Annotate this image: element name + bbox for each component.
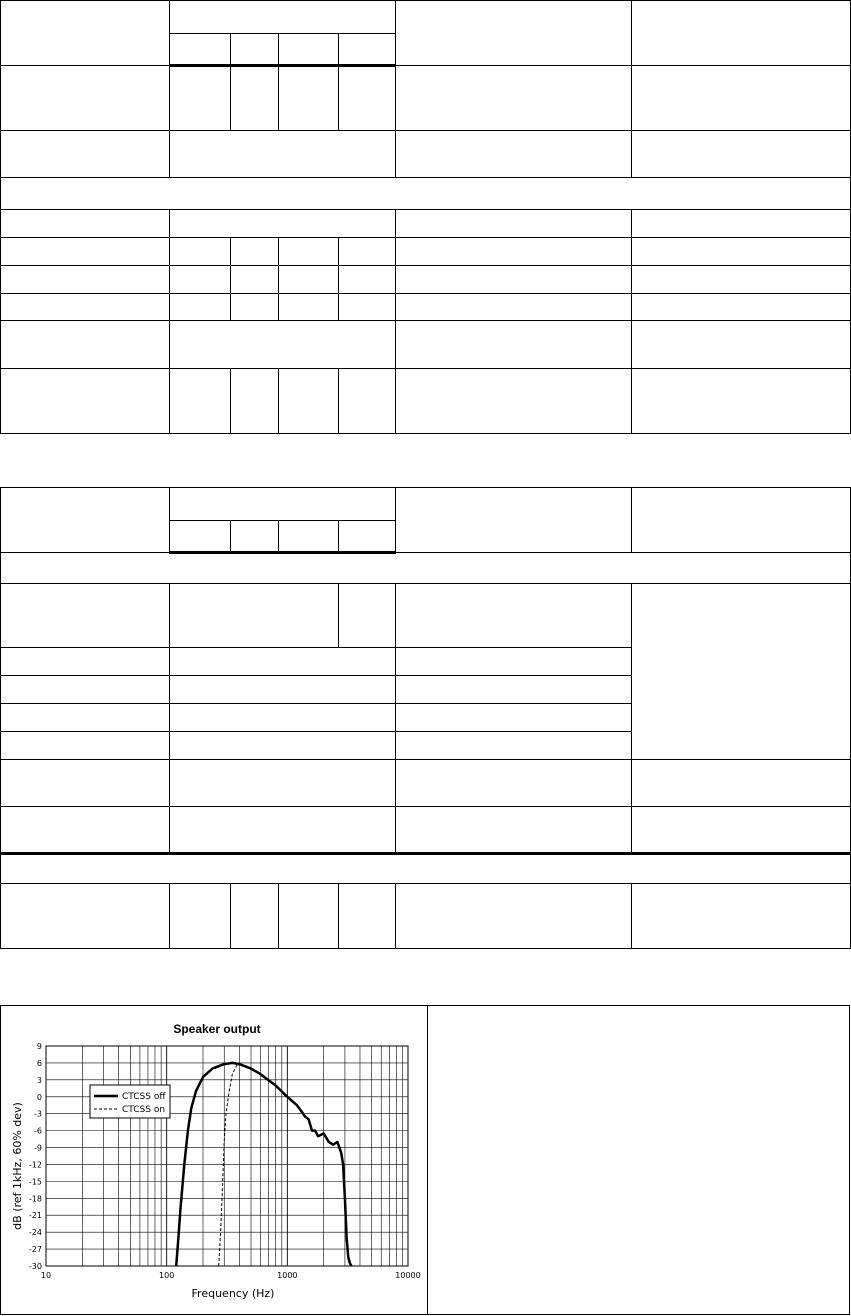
y-tick-label: 6 [36, 1058, 42, 1068]
table-cell [396, 884, 632, 949]
table-cell [632, 321, 851, 369]
table-cell [632, 584, 851, 760]
table-row [1, 884, 851, 949]
table-cell [1, 178, 851, 210]
table-cell [1, 704, 170, 732]
table-cell [170, 760, 396, 807]
table-cell [632, 884, 851, 949]
table-cell [170, 676, 396, 704]
table-cell [1, 807, 170, 854]
table-cell [1, 884, 170, 949]
table-cell [396, 760, 632, 807]
table-cell [632, 369, 851, 434]
table-cell [231, 238, 279, 266]
table-cell [170, 807, 396, 854]
table-cell [339, 34, 396, 66]
table-cell [170, 66, 231, 131]
x-axis-ticks [41, 1271, 421, 1280]
chart-grid [46, 1046, 408, 1266]
table-cell [339, 294, 396, 321]
table-cell [170, 34, 231, 66]
table-cell [396, 676, 632, 704]
table-cell [632, 66, 851, 131]
y-tick-label: -30 [28, 1262, 42, 1271]
specification-table-1 [0, 0, 851, 434]
x-tick-label: 10000 [395, 1271, 421, 1280]
table-cell [1, 238, 170, 266]
table-cell [170, 488, 396, 521]
table-section-row [1, 854, 851, 884]
table-cell [1, 553, 851, 584]
table-row [1, 321, 851, 369]
table-cell [170, 210, 396, 238]
table-cell [339, 584, 396, 648]
y-tick-label: -24 [28, 1228, 42, 1238]
y-tick-label: -6 [34, 1126, 42, 1136]
y-tick-label: 3 [36, 1075, 42, 1085]
table-cell [1, 760, 170, 807]
table-cell [231, 266, 279, 294]
y-tick-label: -15 [28, 1177, 42, 1187]
table-cell [170, 321, 396, 369]
table-cell [1, 321, 170, 369]
table-cell [1, 66, 170, 131]
y-tick-label: 0 [36, 1092, 42, 1102]
x-tick-label: 100 [159, 1271, 175, 1280]
table-cell [170, 369, 231, 434]
table-cell [170, 294, 231, 321]
table-row [1, 238, 851, 266]
table-cell [279, 521, 339, 553]
table-header-row [1, 488, 851, 521]
table-cell [170, 266, 231, 294]
table-cell [279, 266, 339, 294]
table-cell [231, 884, 279, 949]
y-axis-label: dB (ref 1kHz, 60% dev) [11, 1102, 24, 1230]
table-row [1, 66, 851, 131]
table-cell [170, 648, 396, 676]
table-cell [231, 34, 279, 66]
y-tick-label: -18 [28, 1194, 42, 1204]
table-cell [396, 321, 632, 369]
table-cell [632, 131, 851, 178]
y-axis-ticks [29, 1042, 42, 1271]
table-cell [1, 648, 170, 676]
table-cell [396, 807, 632, 854]
table-cell [231, 294, 279, 321]
table-cell [170, 732, 396, 760]
series-line-ctcss-on [219, 1064, 240, 1266]
table-cell [339, 369, 396, 434]
y-tick-label: -27 [28, 1245, 42, 1255]
table-cell [1, 584, 170, 648]
table-row [1, 210, 851, 238]
table-cell [339, 521, 396, 553]
table-cell [396, 266, 632, 294]
table-cell [396, 210, 632, 238]
table-cell [1, 732, 170, 760]
table-cell [339, 66, 396, 131]
figure-box [0, 1005, 850, 1315]
table-row [1, 760, 851, 807]
table-cell [170, 521, 231, 553]
table-cell [1, 854, 851, 884]
table-cell [170, 584, 339, 648]
y-tick-label: -9 [34, 1143, 42, 1153]
table-cell [339, 266, 396, 294]
table-cell [279, 66, 339, 131]
table-row [1, 131, 851, 178]
table-cell [170, 704, 396, 732]
y-tick-label: -21 [28, 1211, 42, 1221]
table-cell [396, 704, 632, 732]
table-cell [632, 210, 851, 238]
chart-title: Speaker output [173, 1022, 261, 1036]
table-section-row [1, 178, 851, 210]
x-tick-label: 10 [40, 1271, 52, 1280]
table-cell [396, 131, 632, 178]
table-cell [1, 294, 170, 321]
x-axis-label: Frequency (Hz) [191, 1287, 275, 1300]
table-row [1, 807, 851, 854]
table-cell [231, 369, 279, 434]
y-tick-label: 9 [36, 1042, 42, 1051]
table-cell [279, 294, 339, 321]
table-header-row [1, 1, 851, 34]
table-cell [396, 1, 632, 66]
table-cell [396, 732, 632, 760]
table-cell [396, 294, 632, 321]
table-cell [1, 676, 170, 704]
y-tick-label: -3 [34, 1109, 42, 1119]
table-cell [1, 131, 170, 178]
table-cell [279, 369, 339, 434]
table-cell [279, 238, 339, 266]
table-cell [1, 488, 170, 553]
table-cell [632, 238, 851, 266]
table-cell [396, 488, 632, 553]
table-cell [1, 369, 170, 434]
table-cell [1, 1, 170, 66]
y-tick-label: -12 [28, 1160, 42, 1170]
table-cell [170, 238, 231, 266]
table-cell [396, 648, 632, 676]
figure-divider [427, 1006, 428, 1314]
table-row [1, 294, 851, 321]
table-cell [1, 210, 170, 238]
table-cell [632, 266, 851, 294]
table-cell [170, 131, 396, 178]
legend-label-ctcss-off: CTCSS off [122, 1092, 166, 1102]
speaker-output-chart [1, 1006, 427, 1316]
table-cell [170, 1, 396, 34]
table-cell [632, 488, 851, 553]
table-cell [1, 266, 170, 294]
x-tick-label: 1000 [277, 1271, 298, 1280]
table-cell [632, 807, 851, 854]
table-cell [396, 66, 632, 131]
specification-table-2 [0, 487, 851, 949]
table-cell [632, 760, 851, 807]
table-cell [231, 66, 279, 131]
table-cell [279, 34, 339, 66]
table-cell [170, 884, 231, 949]
table-cell [632, 1, 851, 66]
table-cell [632, 294, 851, 321]
table-cell [231, 521, 279, 553]
table-cell [396, 369, 632, 434]
table-row [1, 369, 851, 434]
table-row [1, 266, 851, 294]
table-row [1, 584, 851, 648]
legend-label-ctcss-on: CTCSS on [122, 1105, 166, 1115]
chart-legend [90, 1085, 170, 1118]
table-section-row [1, 553, 851, 584]
plot-frame [46, 1046, 408, 1266]
table-cell [279, 884, 339, 949]
table-cell [396, 584, 632, 648]
table-cell [396, 238, 632, 266]
table-cell [339, 238, 396, 266]
table-cell [339, 884, 396, 949]
